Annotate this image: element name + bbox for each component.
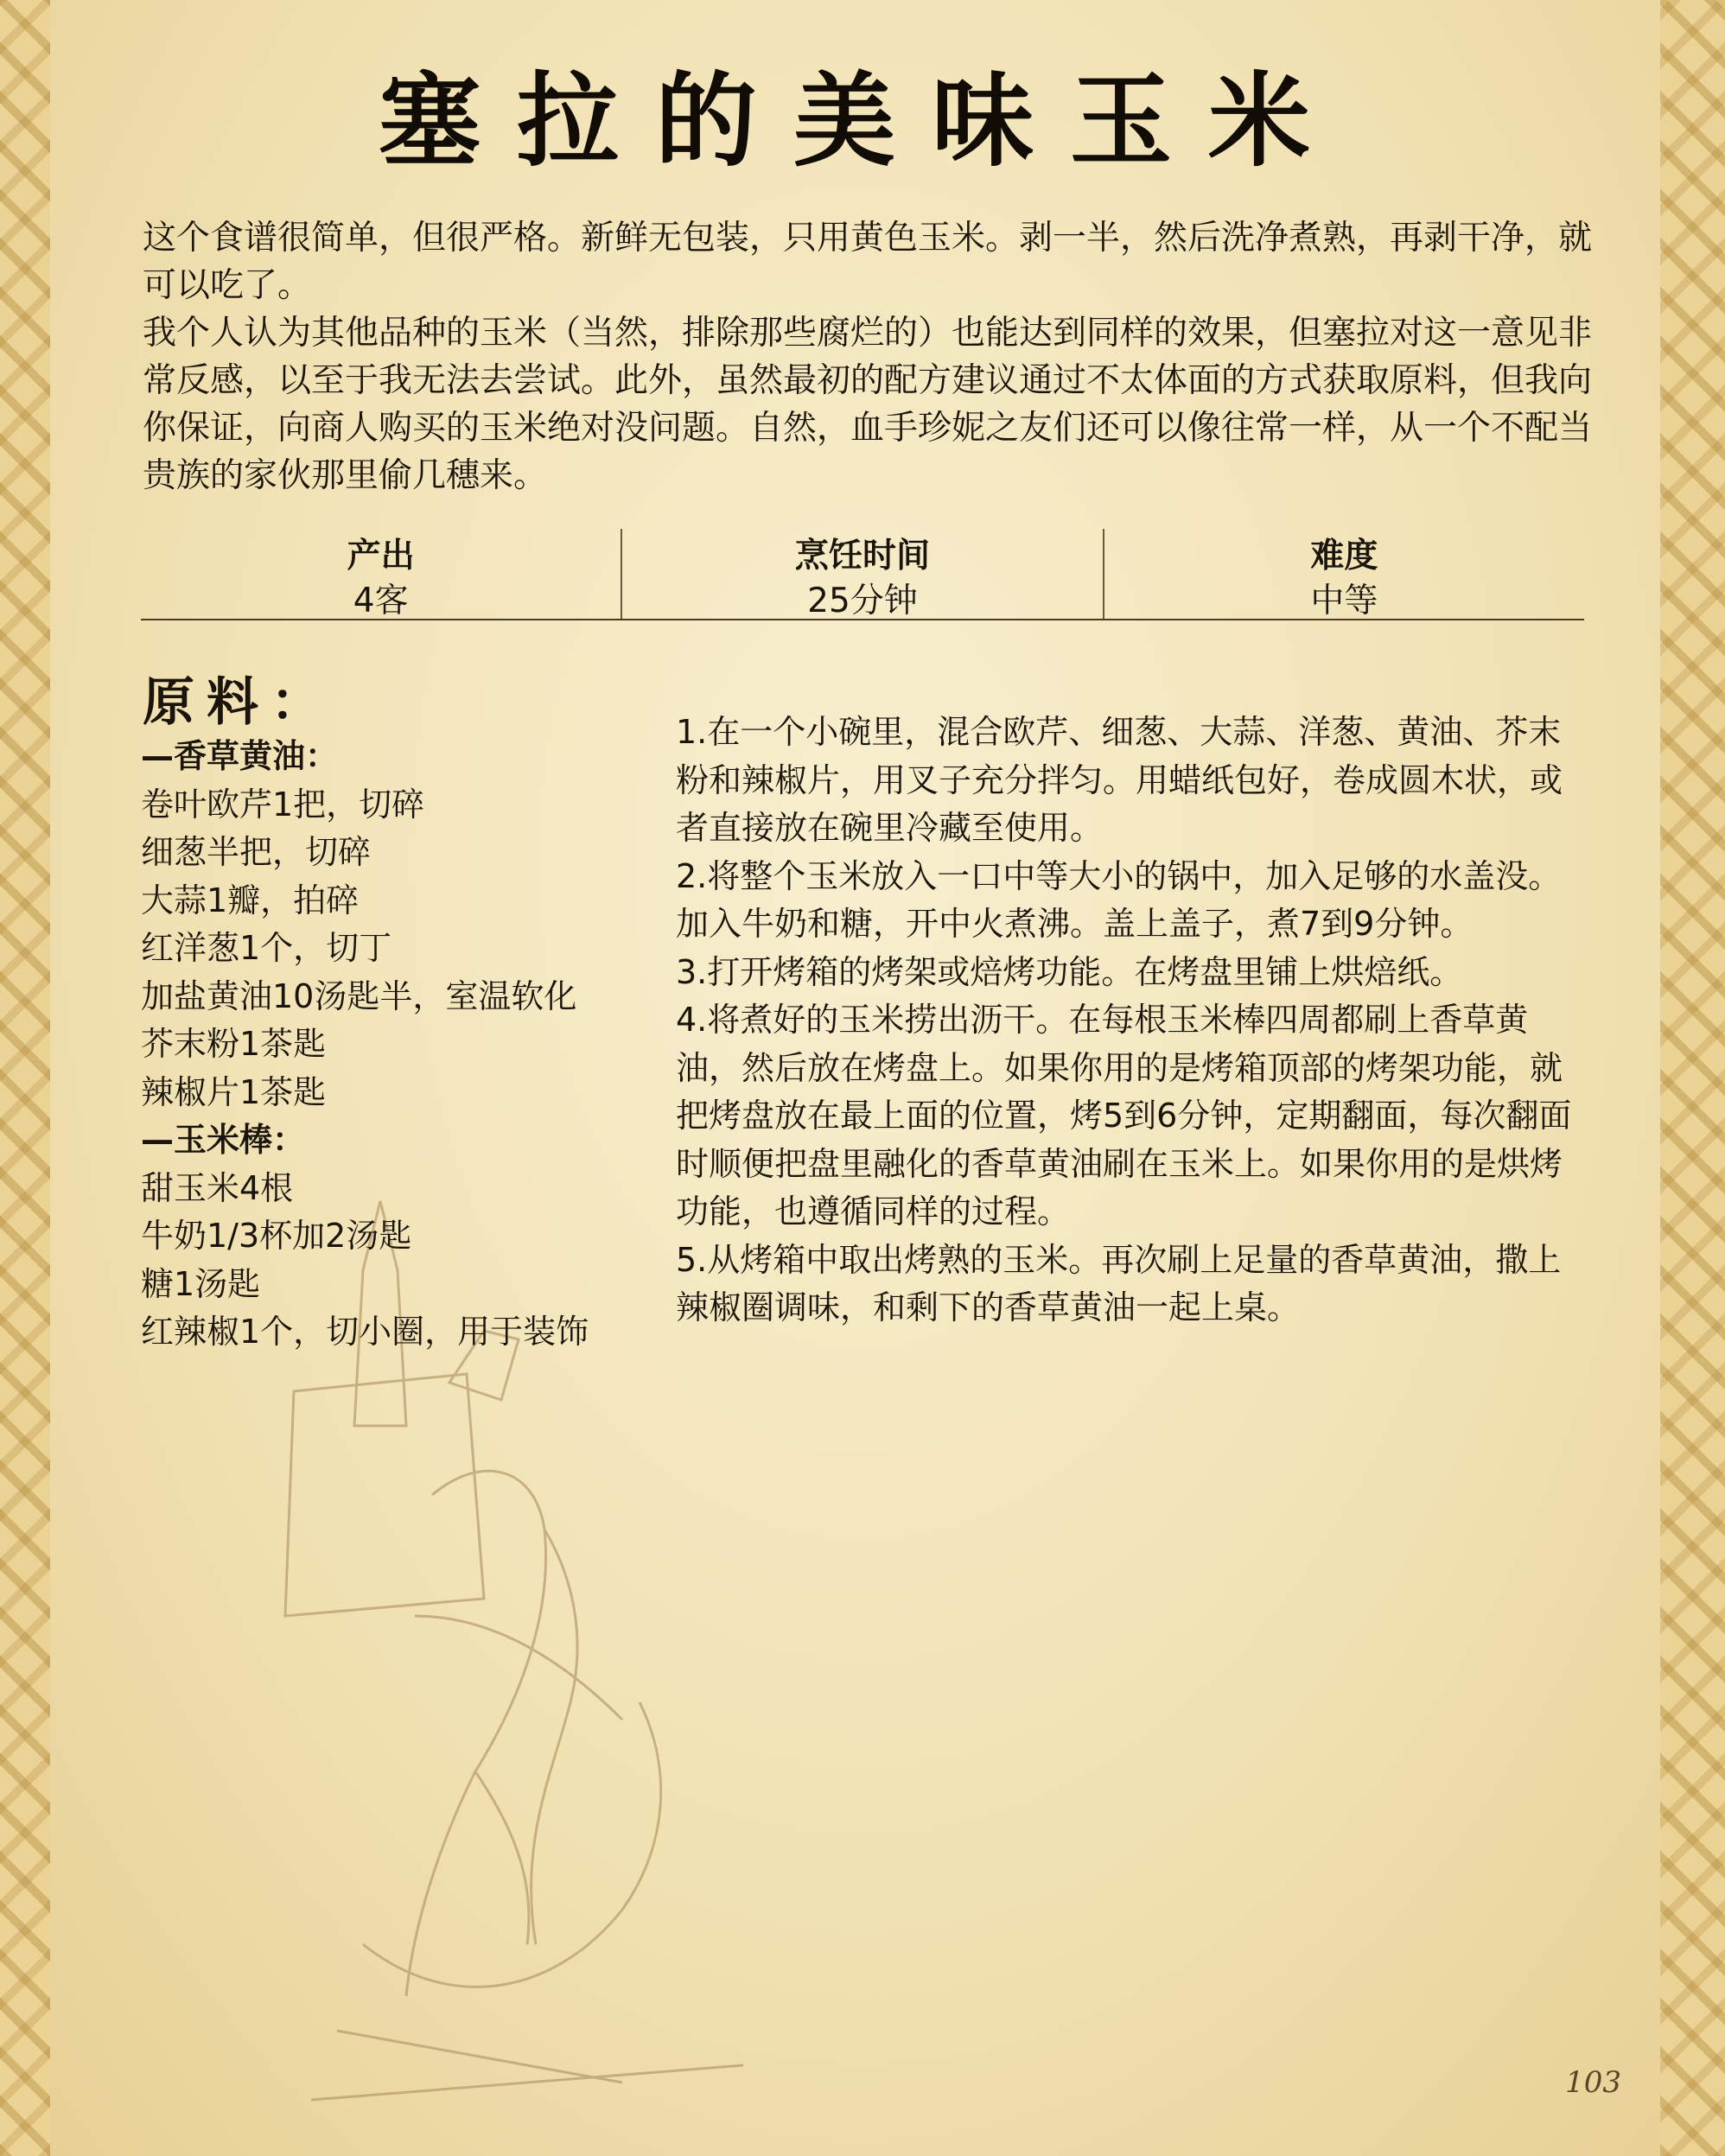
ingredients-heading: 原料： <box>143 672 334 733</box>
stat-cook-time <box>621 529 1102 619</box>
decorative-border-left <box>0 0 50 2156</box>
intro-paragraph: 这个食谱很简单，但很严格。新鲜无包装，只用黄色玉米。剥一半，然后洗净煮熟，再剥干净，就可以吃了。 <box>143 219 1593 305</box>
ingredient-item: 细葱半把，切碎 <box>141 833 372 871</box>
ingredient-item: 大蒜1瓣，拍碎 <box>141 881 360 919</box>
intro-text <box>143 214 1595 499</box>
decorative-border-right <box>1660 0 1725 2156</box>
ingredient-item: 甜玉米4根 <box>141 1168 294 1207</box>
instruction-step: 4.将煮好的玉米捞出沥干。在每根玉米棒四周都刷上香草黄油，然后放在烤盘上。如果你用的是烤箱顶部的烤架功能，就把烤盘放在最上面的位置，烤5到6分钟，定期翻面，每次翻面时顺便把盘里融化的香草黄油刷在玉米上。如果你用的是烘烤功能，也遵循同样的过程。 <box>676 1001 1572 1231</box>
ingredient-item: 红洋葱1个，切丁 <box>141 929 392 967</box>
stat-label: 难度 <box>1310 537 1378 576</box>
intro-paragraph: 我个人认为其他品种的玉米（当然，排除那些腐烂的）也能达到同样的效果，但塞拉对这一意见非常反感，以至于我无法去尝试。此外，虽然最初的配方建议通过不太体面的方式获取原料，但我向你保证，向商人购买的玉米绝对没问题。自然，血手珍妮之友们还可以像往常一样，从一个不配当贵族的家伙那里偷几穗来。 <box>143 314 1593 495</box>
recipe-stats <box>141 529 1584 620</box>
stat-label: 产出 <box>347 537 415 576</box>
instruction-step: 2.将整个玉米放入一口中等大小的锅中，加入足够的水盖没。加入牛奶和糖，开中火煮沸。盖上盖子，煮7到9分钟。 <box>676 856 1562 943</box>
ingredients-list <box>141 733 590 1357</box>
ingredient-item: 糖1汤匙 <box>141 1264 261 1303</box>
stat-value: 中等 <box>1310 582 1378 620</box>
stat-value: 25分钟 <box>807 582 918 620</box>
instructions <box>676 709 1592 1332</box>
ingredient-subheading: —玉米棒： <box>141 1121 306 1159</box>
stat-difficulty <box>1103 529 1584 619</box>
page-number: 103 <box>1565 2065 1621 2100</box>
ingredient-item: 辣椒片1茶匙 <box>141 1072 327 1111</box>
page-title: 塞拉的美味玉米 <box>378 60 1346 181</box>
instruction-step: 3.打开烤箱的烤架或焙烤功能。在烤盘里铺上烘焙纸。 <box>676 952 1463 991</box>
ingredient-item: 芥末粉1茶匙 <box>141 1025 327 1063</box>
stat-value: 4客 <box>353 582 409 620</box>
ingredient-item: 红辣椒1个，切小圈，用于装饰 <box>141 1313 589 1351</box>
instruction-step: 1.在一个小碗里，混合欧芹、细葱、大蒜、洋葱、黄油、芥末粉和辣椒片，用叉子充分拌匀。用蜡纸包好，卷成圆木状，或者直接放在碗里冷藏至使用。 <box>676 713 1563 847</box>
ingredient-item: 卷叶欧芹1把，切碎 <box>141 785 425 824</box>
instruction-step: 5.从烤箱中取出烤熟的玉米。再次刷上足量的香草黄油，撒上辣椒圈调味，和剩下的香草黄油一起上桌。 <box>676 1240 1562 1326</box>
stat-yield <box>141 529 621 619</box>
ingredient-item: 加盐黄油10汤匙半，室温软化 <box>141 976 577 1015</box>
ingredient-subheading: —香草黄油： <box>141 737 339 775</box>
stat-label: 烹饪时间 <box>794 537 930 576</box>
ingredient-item: 牛奶1/3杯加2汤匙 <box>141 1217 412 1255</box>
